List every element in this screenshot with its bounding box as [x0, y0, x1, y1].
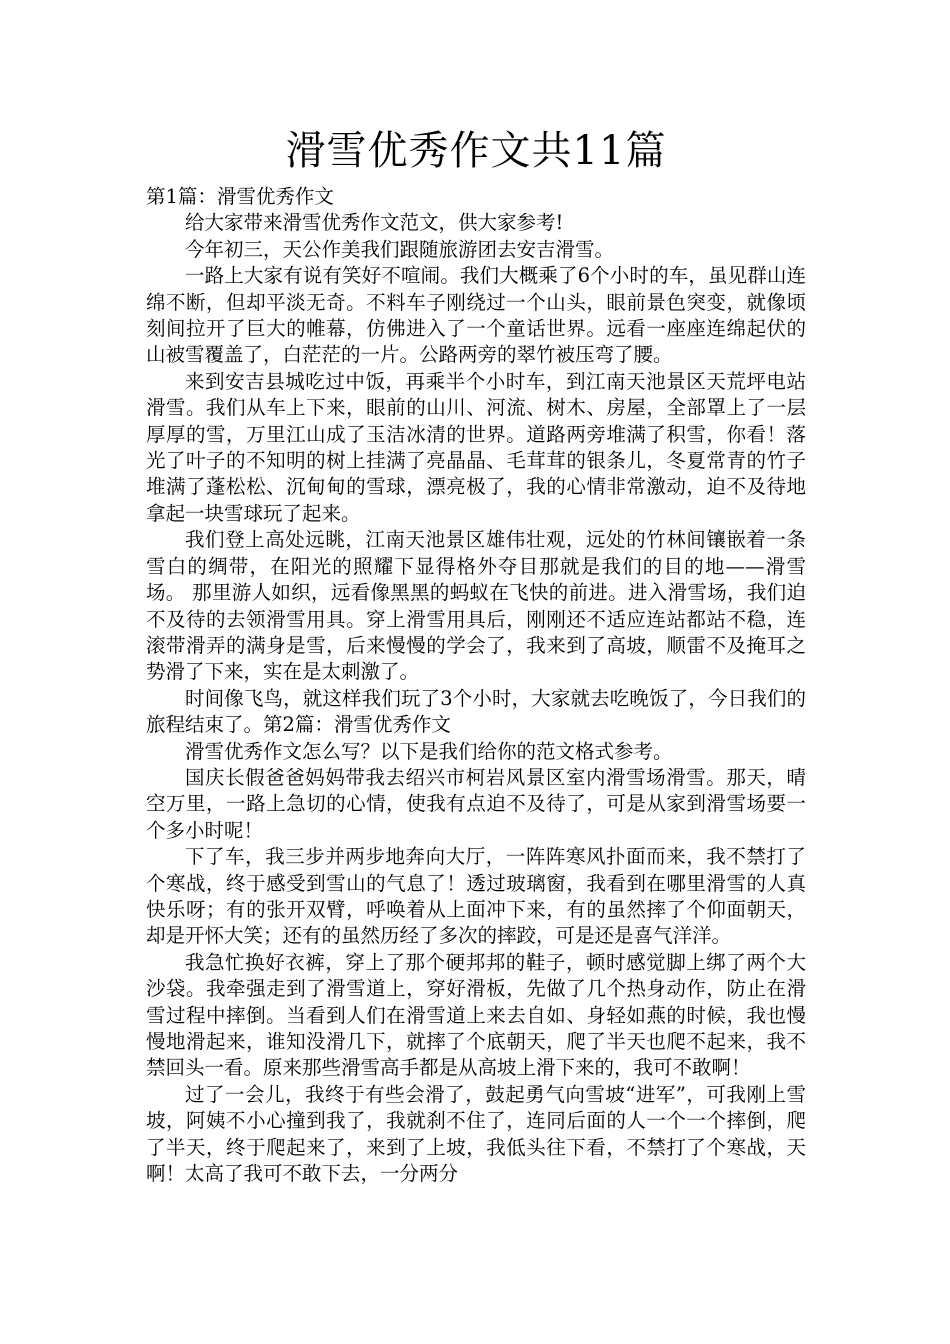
paragraph: 今年初三，天公作美我们跟随旅游团去安吉滑雪。	[185, 237, 615, 261]
paragraph: 过了一会儿，我终于有些会滑了，鼓起勇气向雪坡“进军”，可我刚上雪坡，阿姨不小心撞到我了，我就刹不住了，连同后面的人一个一个摔倒，爬了半天，终于爬起来了，来到了上坡，我低头往下看，不禁打了个寒战，天啊！太高了我可不敢下去，一分两分	[146, 1082, 806, 1186]
paragraph: 我们登上高处远眺，江南天池景区雄伟壮观，远处的竹林间镶嵌着一条雪白的绸带，在阳光的照耀下显得格外夺目那就是我们的目的地——滑雪场。 那里游人如织，远看像黑黑的蚂蚁在飞快的前进。进入滑雪场，我们迫不及待的去领滑雪用具。穿上滑雪用具后，刚刚还不适应连站都站不稳，连滚带滑弄的满身是雪，后来慢慢的学会了，我来到了高坡，顺雷不及掩耳之势滑了下来，实在是太刺激了。	[146, 528, 806, 684]
paragraph: 来到安吉县城吃过中饭，再乘半个小时车，到江南天池景区天荒坪电站滑雪。我们从车上下来，眼前的山川、河流、树木、房屋，全部罩上了一层厚厚的雪，万里江山成了玉洁冰清的世界。道路两旁堆满了积雪，你看！落光了叶子的不知明的树上挂满了亮晶晶、毛茸茸的银条儿，冬夏常青的竹子堆满了蓬松松、沉甸甸的雪球，漂亮极了，我的心情非常激动，迫不及待地拿起一块雪球玩了起来。	[146, 369, 806, 525]
document-page	[146, 128, 806, 1187]
paragraph: 时间像飞鸟，就这样我们玩了3个小时，大家就去吃晚饭了，今日我们的旅程结束了。第2篇：滑雪优秀作文	[146, 686, 806, 737]
section-heading-1: 第1篇：滑雪优秀作文	[146, 185, 334, 208]
paragraph: 滑雪优秀作文怎么写？以下是我们给你的范文格式参考。	[185, 739, 673, 763]
paragraph: 一路上大家有说有笑好不喧闹。我们大概乘了6个小时的车，虽见群山连绵不断，但却平淡无奇。不料车子刚绕过一个山头，眼前景色突变，就像顷刻间拉开了巨大的帷幕，仿佛进入了一个童话世界。远看一座座连绵起伏的山被雪覆盖了，白茫茫的一片。公路两旁的翠竹被压弯了腰。	[146, 264, 806, 367]
paragraph: 给大家带来滑雪优秀作文范文，供大家参考!	[185, 211, 564, 235]
paragraph: 我急忙换好衣裤，穿上了那个硬邦邦的鞋子，顿时感觉脚上绑了两个大沙袋。我牵强走到了滑雪道上，穿好滑板，先做了几个热身动作，防止在滑雪过程中摔倒。当看到人们在滑雪道上来去自如、身轻如燕的时候，我也慢慢地滑起来，谁知没滑几下，就摔了个底朝天，爬了半天也爬不起来，我不禁回头一看。原来那些滑雪高手都是从高坡上滑下来的，我可不敢啊！	[146, 950, 806, 1080]
document-title: 滑雪优秀作文共11篇	[285, 128, 667, 174]
paragraph: 下了车，我三步并两步地奔向大厅，一阵阵寒风扑面而来，我不禁打了个寒战，终于感受到雪山的气息了！透过玻璃窗，我看到在哪里滑雪的人真快乐呀；有的张开双臂，呼唤着从上面冲下来，有的虽然摔了个仰面朝天，却是开怀大笑；还有的虽然历经了多次的摔跤，可是还是喜气洋洋。	[146, 845, 806, 948]
paragraph: 国庆长假爸爸妈妈带我去绍兴市柯岩风景区室内滑雪场滑雪。那天，晴空万里，一路上急切的心情，使我有点迫不及待了，可是从家到滑雪场要一个多小时呢！	[146, 765, 806, 842]
document-body	[146, 184, 806, 1187]
